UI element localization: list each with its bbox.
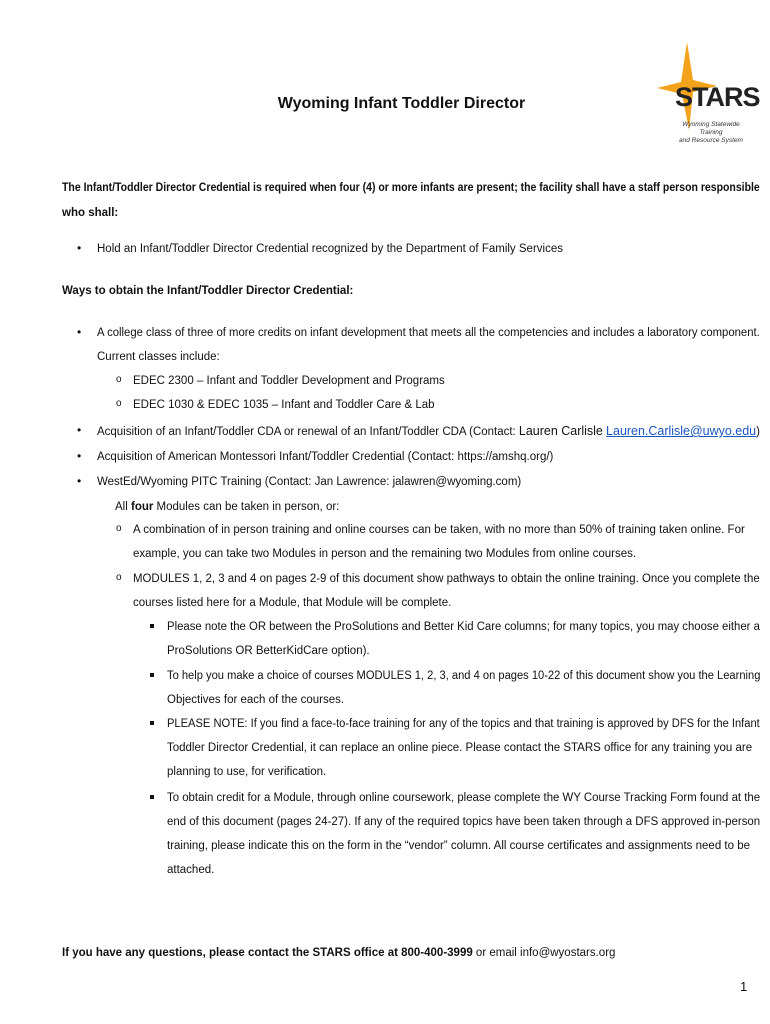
square-bullet-icon	[150, 673, 154, 677]
note-line: To help you make a choice of courses MODULES 1, 2, 3, and 4 on pages 10-22 of this document show you the Learning	[167, 670, 761, 682]
page-title: Wyoming Infant Toddler Director	[277, 95, 526, 112]
intro-line-2: who shall:	[62, 207, 119, 219]
class-item: EDEC 2300 – Infant and Toddler Development and Programs	[133, 375, 445, 387]
logo-subtitle: Wyoming Statewide Training and Resource System	[679, 121, 743, 144]
contact-footer: If you have any questions, please contact the STARS office at 800-400-3999 or email info@wyostars.org	[62, 947, 616, 959]
college-line-2: Current classes include:	[97, 351, 220, 363]
requirement-bullet: Hold an Infant/Toddler Director Credential recognized by the Department of Family Services	[97, 243, 563, 255]
circle-bullet-icon: o	[116, 374, 122, 385]
option-1-line-2: example, you can take two Modules in person and the remaining two Modules from online courses.	[133, 548, 637, 560]
bullet-icon: •	[77, 241, 82, 255]
college-line-1: A college class of three of more credits on infant development that meets all the competencies and includes a laboratory component.	[97, 327, 760, 339]
stars-logo	[655, 40, 760, 144]
bullet-icon: •	[77, 325, 82, 339]
note-line: PLEASE NOTE: If you find a face-to-face training for any of the topics and that training is approved by DFS for the Infant	[167, 718, 760, 730]
note-line: Objectives for each of the courses.	[167, 694, 345, 706]
circle-bullet-icon: o	[116, 523, 122, 534]
bullet-icon: •	[77, 449, 82, 463]
note-line: ProSolutions OR BetterKidCare option).	[167, 645, 370, 657]
contact-email-link[interactable]: Lauren.Carlisle@uwyo.edu	[606, 424, 757, 438]
page-number: 1	[740, 979, 748, 994]
note-line: attached.	[167, 864, 215, 876]
pitc-all-modules: All four Modules can be taken in person, or:	[115, 501, 340, 513]
class-item: EDEC 1030 & EDEC 1035 – Infant and Toddler Care & Lab	[133, 399, 435, 411]
bullet-icon: •	[77, 423, 82, 437]
square-bullet-icon	[150, 795, 154, 799]
cda-item: Acquisition of an Infant/Toddler CDA or renewal of an Infant/Toddler CDA (Contact: Lauren Carlisle Lauren.Carlisle@uwyo.edu)	[97, 424, 760, 438]
square-bullet-icon	[150, 721, 154, 725]
circle-bullet-icon: o	[116, 398, 122, 409]
note-line: end of this document (pages 24-27). If any of the required topics have been taken through a DFS approved in-person	[167, 816, 761, 828]
square-bullet-icon	[150, 624, 154, 628]
circle-bullet-icon: o	[116, 572, 122, 583]
note-line: training, please indicate this on the form in the “vendor” column. All course certificates and assignments need to be	[167, 840, 750, 852]
ways-heading: Ways to obtain the Infant/Toddler Director Credential:	[62, 285, 354, 297]
option-2-line-1: MODULES 1, 2, 3 and 4 on pages 2-9 of this document show pathways to obtain the online training. Once you complete the	[133, 573, 760, 585]
note-line: Please note the OR between the ProSolutions and Better Kid Care columns; for many topics, you may choose either a	[167, 621, 760, 633]
bullet-icon: •	[77, 474, 82, 488]
note-line: planning to use, for verification.	[167, 766, 327, 778]
option-1-line-1: A combination of in person training and online courses can be taken, with no more than 50% of training taken online. For	[133, 524, 745, 536]
logo-wordmark: STARS	[675, 82, 760, 112]
option-2-line-2: courses listed here for a Module, that Module will be complete.	[133, 597, 452, 609]
note-line: To obtain credit for a Module, through online coursework, please complete the WY Course Tracking Form found at the	[167, 792, 761, 804]
intro-line-1: The Infant/Toddler Director Credential is required when four (4) or more infants are present; the facility shall have a staff person responsible	[62, 182, 760, 194]
contact-name: Lauren Carlisle	[518, 424, 603, 438]
pitc-item: WestEd/Wyoming PITC Training (Contact: Jan Lawrence: jalawren@wyoming.com)	[97, 476, 522, 488]
note-line: Toddler Director Credential, it can replace an online piece. Please contact the STARS office for any training you are	[167, 742, 753, 754]
montessori-item: Acquisition of American Montessori Infant/Toddler Credential (Contact: https://amshq.org/)	[97, 451, 554, 463]
